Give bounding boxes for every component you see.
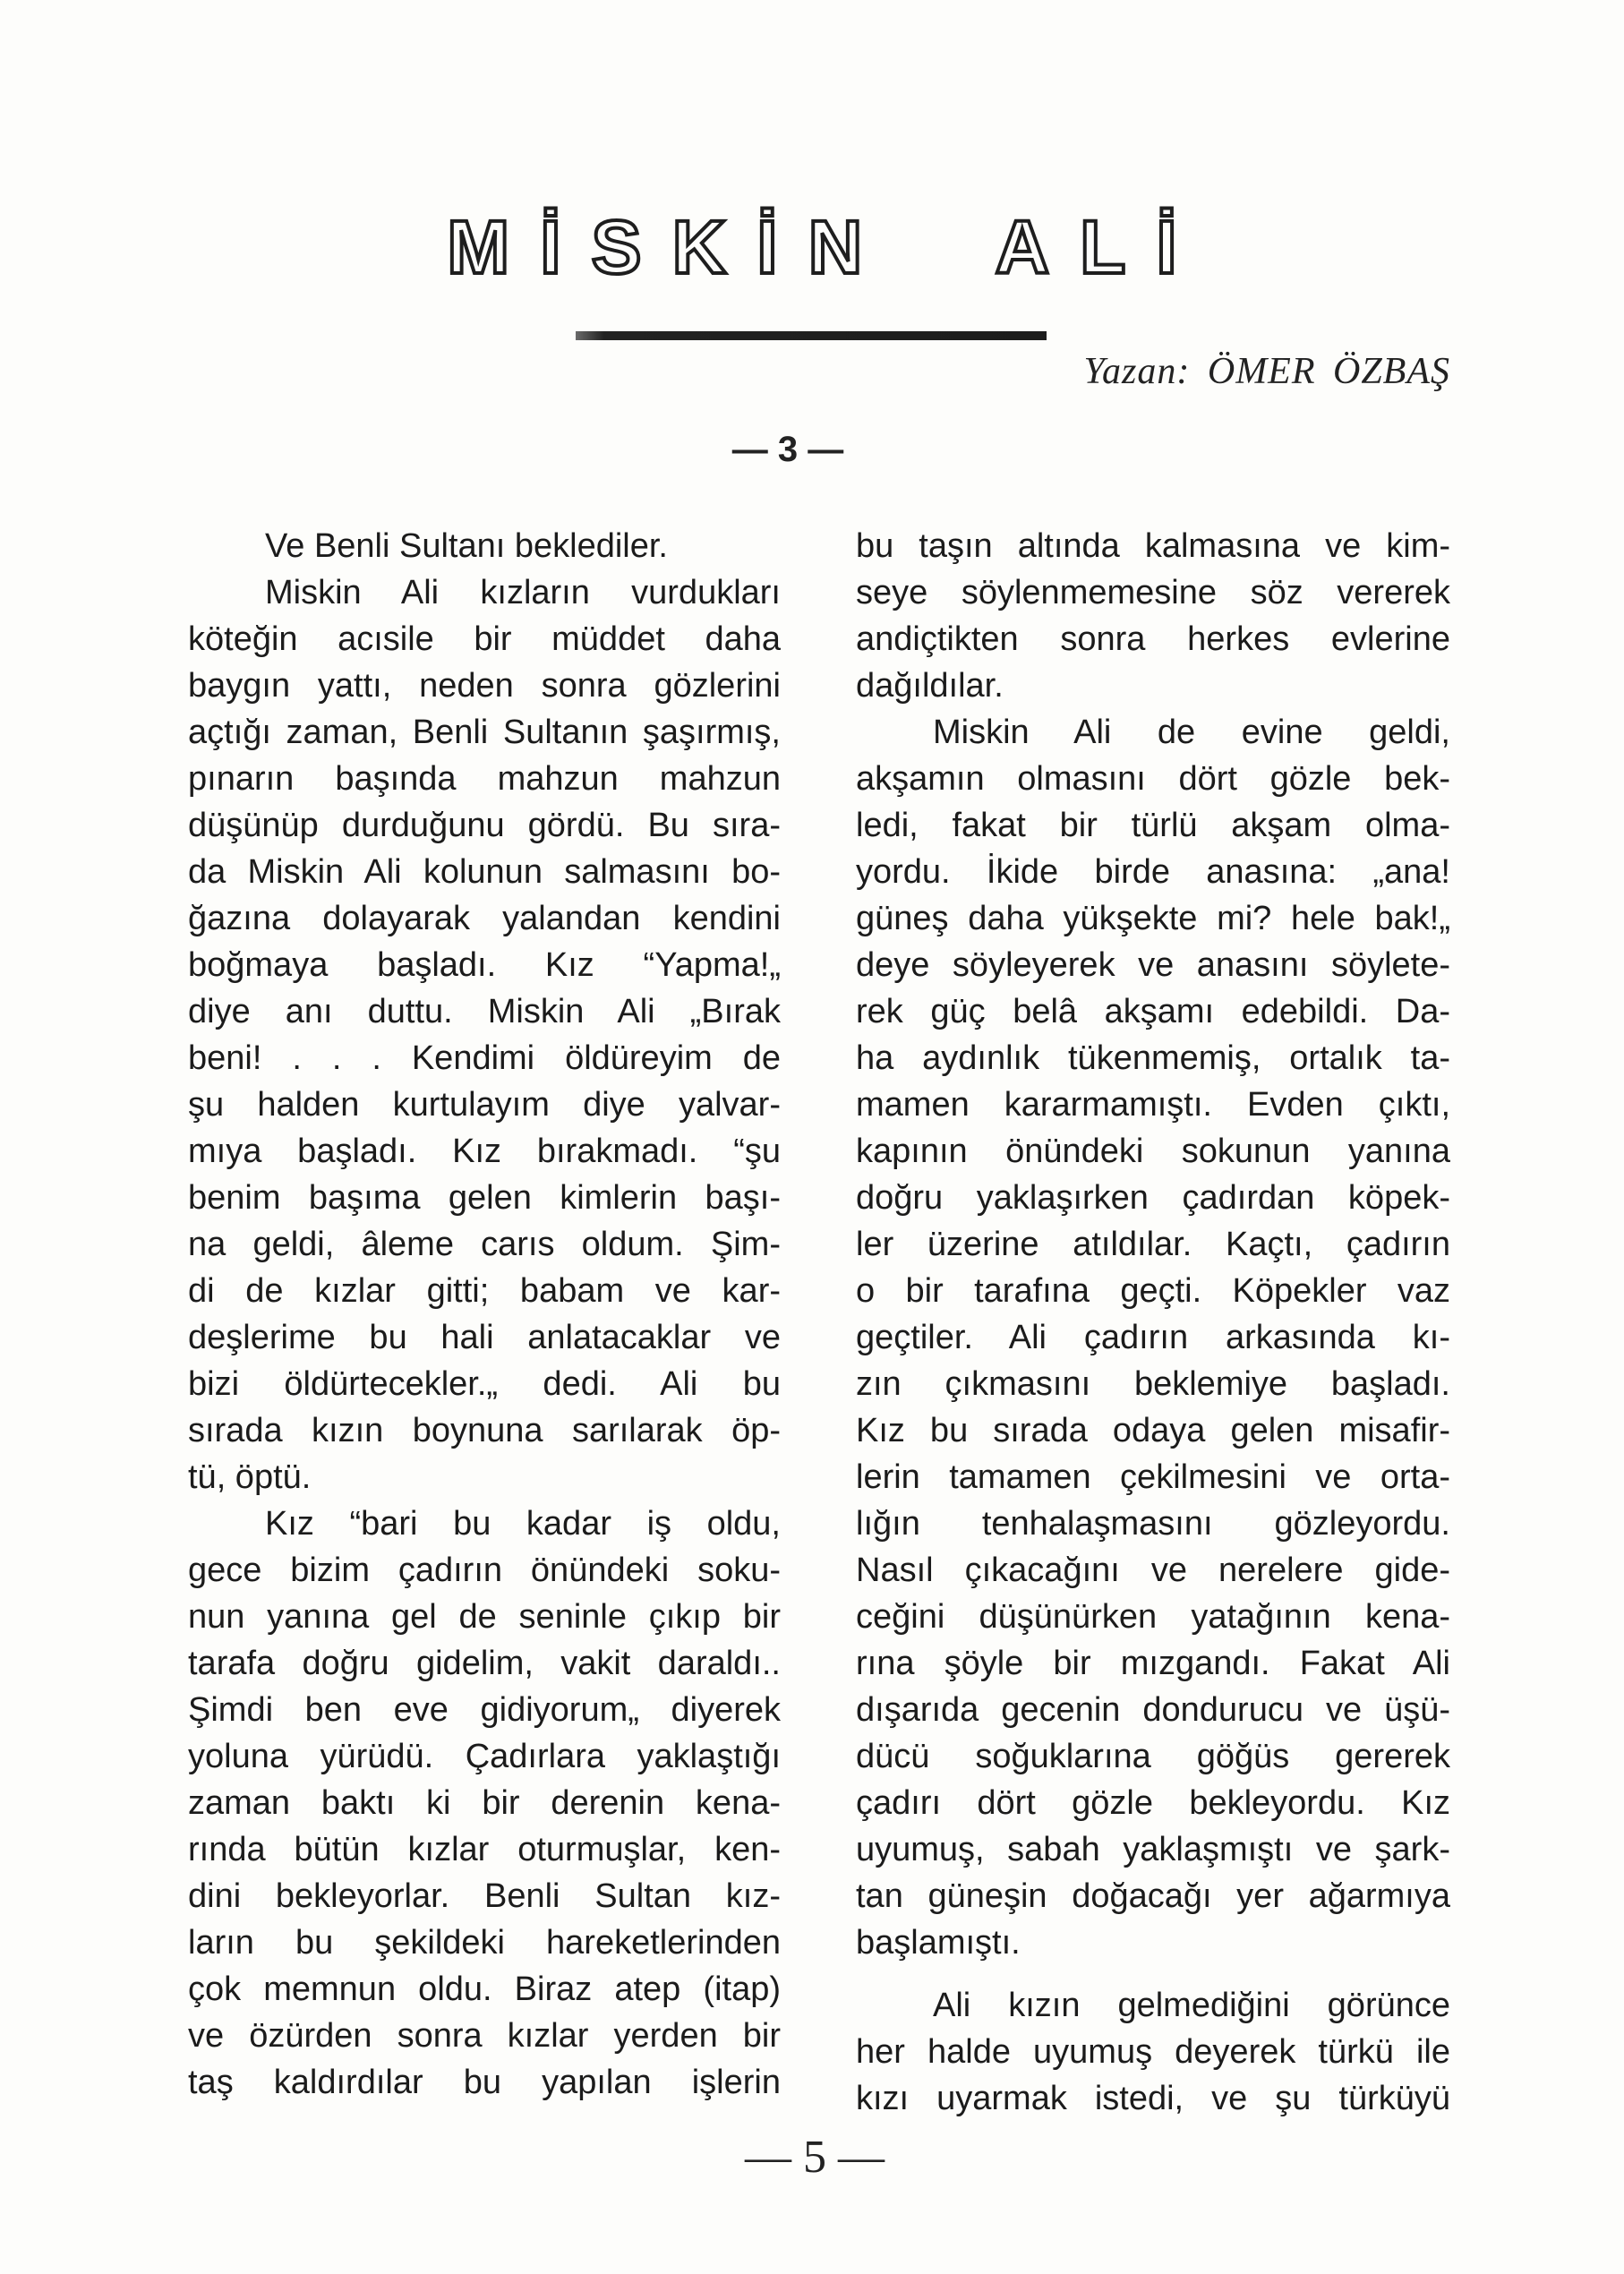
text-line: na geldi, âleme carıs oldum. Şim- xyxy=(188,1226,781,1263)
text-line: ların bu şekildeki hareketlerinden xyxy=(188,1924,781,1962)
text-line: taş kaldırdılar bu yapılan işlerin xyxy=(188,2064,781,2101)
text-line: köteğin acısile bir müddet daha xyxy=(188,620,781,658)
text-line: Ve Benli Sultanı beklediler. xyxy=(265,527,668,565)
text-line: tarafa doğru gidelim, vakit daraldı.. xyxy=(188,1645,781,1682)
text-line: tü, öptü. xyxy=(188,1458,312,1496)
text-line: mamen kararmamıştı. Evden çıktı, xyxy=(856,1086,1450,1124)
text-line: Ali kızın gelmediğini görünce xyxy=(933,1987,1450,2024)
text-line: zın çıkmasını beklemiye başladı. xyxy=(856,1365,1450,1403)
text-line: ledi, fakat bir türlü akşam olma- xyxy=(856,807,1450,844)
text-line: ha aydınlık tükenmemiş, ortalık ta- xyxy=(856,1039,1450,1077)
paragraph xyxy=(856,1982,1450,2122)
text-line: ğazına dolayarak yalandan kendini xyxy=(188,900,781,937)
text-line: Şimdi ben eve gidiyorum„ diyerek xyxy=(188,1691,781,1729)
text-line: doğru yaklaşırken çadırdan köpek- xyxy=(856,1179,1450,1217)
left-column xyxy=(188,523,781,2106)
text-line: lerin tamamen çekilmesini ve orta- xyxy=(856,1458,1450,1496)
text-line: başlamıştı. xyxy=(856,1924,1021,1962)
text-line: mıya başladı. Kız bırakmadı. “şu xyxy=(188,1133,781,1170)
text-line: lığın tenhalaşmasını gözleyordu. xyxy=(856,1505,1450,1543)
text-line: deye söyleyerek ve anasını söylete- xyxy=(856,946,1450,984)
text-line: pınarın başında mahzun mahzun xyxy=(188,760,781,798)
text-line: yoluna yürüdü. Çadırlara yaklaştığı xyxy=(188,1738,781,1775)
text-line: çadırı dört gözle bekleyordu. Kız xyxy=(856,1784,1450,1822)
title-underline xyxy=(576,331,1047,340)
text-line: tan güneşin doğacağı yer ağarmıya xyxy=(856,1877,1450,1915)
text-line: ve özürden sonra kızlar yerden bir xyxy=(188,2017,781,2055)
text-line: ceğini düşünürken yatağının kena- xyxy=(856,1598,1450,1636)
text-line: kızı uyarmak istedi, ve şu türküyü xyxy=(856,2080,1450,2117)
part-number: — 3 — xyxy=(731,430,844,469)
paragraph xyxy=(856,523,1450,709)
text-line: sırada kızın boynuna sarılarak öp- xyxy=(188,1412,781,1449)
text-line: zaman baktı ki bir derenin kena- xyxy=(188,1784,781,1822)
text-line: Miskin Ali de evine geldi, xyxy=(933,714,1450,751)
text-line: rına şöyle bir mızgandı. Fakat Ali xyxy=(856,1645,1450,1682)
text-line: çok memnun oldu. Biraz atep (itap) xyxy=(188,1971,781,2008)
text-line: kapının önündeki sokunun yanına xyxy=(856,1133,1450,1170)
article-title: MİSKİN ALİ xyxy=(447,205,1208,289)
text-line: beni! . . . Kendimi öldüreyim de xyxy=(188,1039,781,1077)
text-line: benim başıma gelen kimlerin başı- xyxy=(188,1179,781,1217)
text-line: Kız “bari bu kadar iş oldu, xyxy=(265,1505,781,1543)
text-line: diye anı duttu. Miskin Ali „Bırak xyxy=(188,993,781,1030)
text-line: di de kızlar gitti; babam ve kar- xyxy=(188,1272,781,1310)
text-line: her halde uyumuş deyerek türkü ile xyxy=(856,2033,1450,2071)
text-line: düşünüp durduğunu gördü. Bu sıra- xyxy=(188,807,781,844)
paragraph xyxy=(188,523,781,569)
text-line: dağıldılar. xyxy=(856,667,1004,705)
text-line: geçtiler. Ali çadırın arkasında kı- xyxy=(856,1319,1450,1356)
text-line: andiçtikten sonra herkes evlerine xyxy=(856,620,1450,658)
text-line: boğmaya başladı. Kız “Yapma!„ xyxy=(188,946,781,984)
text-line: Nasıl çıkacağını ve nerelere gide- xyxy=(856,1552,1450,1589)
text-line: bizi öldürtecekler.„ dedi. Ali bu xyxy=(188,1365,781,1403)
paragraph xyxy=(188,1500,781,2106)
text-line: da Miskin Ali kolunun salmasını bo- xyxy=(188,853,781,891)
text-line: baygın yattı, neden sonra gözlerini xyxy=(188,667,781,705)
paragraph xyxy=(856,709,1450,1966)
text-line: rek güç belâ akşamı edebildi. Da- xyxy=(856,993,1450,1030)
text-line: Miskin Ali kızların vurdukları xyxy=(265,574,781,611)
page-number: — 5 — xyxy=(745,2132,885,2183)
text-line: dışarıda gecenin dondurucu ve üşü- xyxy=(856,1691,1450,1729)
text-line: rında bütün kızlar oturmuşlar, ken- xyxy=(188,1831,781,1868)
text-line: bu taşın altında kalmasına ve kim- xyxy=(856,527,1450,565)
author-byline: Yazan: ÖMER ÖZBAŞ xyxy=(1083,351,1450,392)
text-line: şu halden kurtulayım diye yalvar- xyxy=(188,1086,781,1124)
text-line: Kız bu sırada odaya gelen misafir- xyxy=(856,1412,1450,1449)
text-line: uyumuş, sabah yaklaşmıştı ve şark- xyxy=(856,1831,1450,1868)
text-line: dücü soğuklarına göğüs gererek xyxy=(856,1738,1450,1775)
text-line: güneş daha yükşekte mi? hele bak!„ xyxy=(856,900,1450,937)
right-column xyxy=(856,523,1450,2122)
text-line: nun yanına gel de seninle çıkıp bir xyxy=(188,1598,781,1636)
text-line: akşamın olmasını dört gözle bek- xyxy=(856,760,1450,798)
text-line: gece bizim çadırın önündeki soku- xyxy=(188,1552,781,1589)
text-line: deşlerime bu hali anlatacaklar ve xyxy=(188,1319,781,1356)
text-line: dini bekleyorlar. Benli Sultan kız- xyxy=(188,1877,781,1915)
paragraph xyxy=(188,569,781,1500)
text-line: seye söylenmemesine söz vererek xyxy=(856,574,1450,611)
text-line: açtığı zaman, Benli Sultanın şaşırmış, xyxy=(188,714,781,751)
text-line: ler üzerine atıldılar. Kaçtı, çadırın xyxy=(856,1226,1450,1263)
text-line: yordu. İkide birde anasına: „ana! xyxy=(856,853,1450,891)
text-line: o bir tarafına geçti. Köpekler vaz xyxy=(856,1272,1450,1310)
